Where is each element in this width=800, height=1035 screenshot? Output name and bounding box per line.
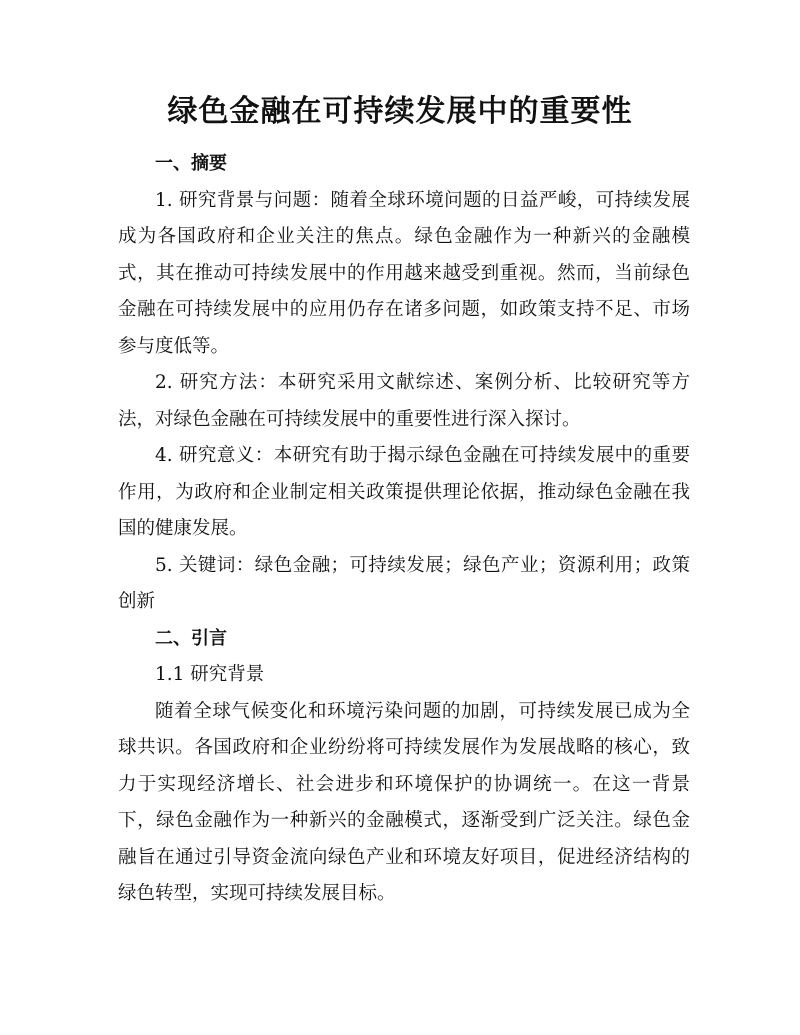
document-title: 绿色金融在可持续发展中的重要性 [167,94,633,129]
abstract-paragraph-background: 1. 研究背景与问题：随着全球环境问题的日益严峻，可持续发展成为各国政府和企业关注的焦点。绿色金融作为一种新兴的金融模式，其在推动可持续发展中的作用越来越受到重视。然而，当前绿色金融在可持续发展中的应用仍存在诸多问题，如政策支持不足、市场参与度低等。 [118,189,690,357]
abstract-paragraph-significance: 4. 研究意义：本研究有助于揭示绿色金融在可持续发展中的重要作用，为政府和企业制定相关政策提供理论依据，推动绿色金融在我国的健康发展。 [118,445,690,539]
abstract-paragraph-methods: 2. 研究方法：本研究采用文献综述、案例分析、比较研究等方法，对绿色金融在可持续发展中的重要性进行深入探讨。 [118,372,690,430]
section-heading-introduction: 二、引言 [155,627,227,649]
introduction-paragraph: 随着全球气候变化和环境污染问题的加剧，可持续发展已成为全球共识。各国政府和企业纷纷将可持续发展作为发展战略的核心，致力于实现经济增长、社会进步和环境保护的协调统一。在这一背景下，绿色金融作为一种新兴的金融模式，逐渐受到广泛关注。绿色金融旨在通过引导资金流向绿色产业和环境友好项目，促进经济结构的绿色转型，实现可持续发展目标。 [118,700,690,904]
section-heading-abstract: 一、摘要 [155,153,227,174]
abstract-paragraph-keywords: 5. 关键词：绿色金融；可持续发展；绿色产业；资源利用；政策创新 [118,554,690,612]
document-body [118,146,690,913]
subsection-heading-background: 1.1 研究背景 [155,664,265,685]
